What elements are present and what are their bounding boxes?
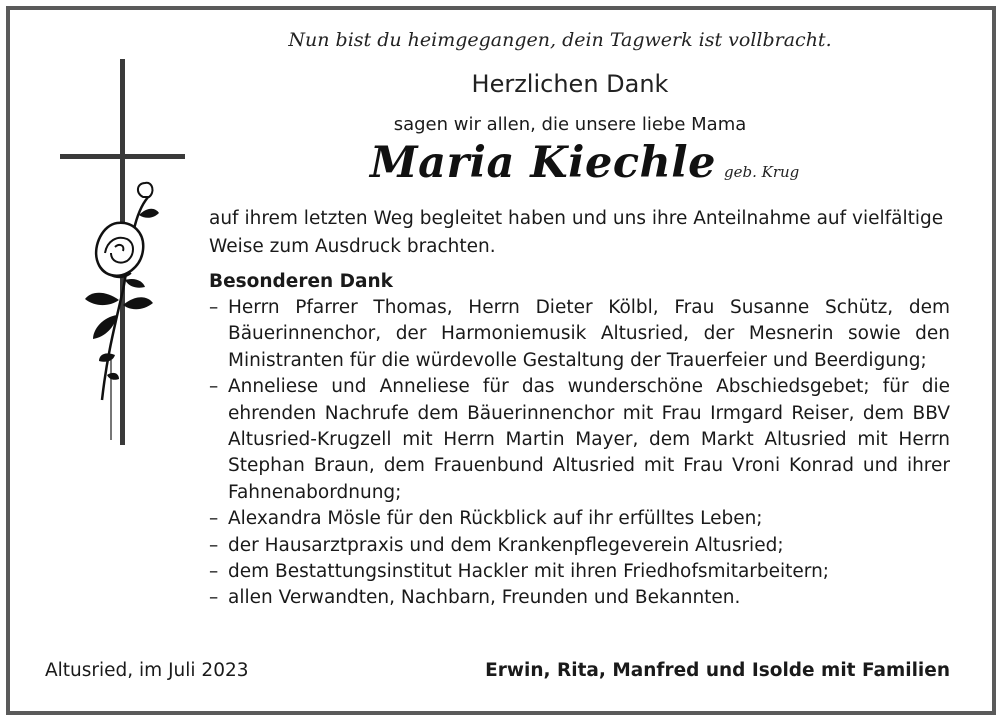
deceased-name-block [370,138,799,188]
dash-bullet: – [209,508,219,530]
thanks-subline: sagen wir allen, die unsere liebe Mama [393,114,747,135]
list-item-text: allen Verwandten, Nachbarn, Freunden und Bekannten. [228,587,741,609]
thanks-heading: Herzlichen Dank [471,70,669,98]
dash-bullet: – [209,561,219,583]
dash-bullet: – [209,297,219,318]
maiden-name: geb. Krug [724,163,800,181]
deceased-name: Maria Kiechle [370,138,716,188]
list-item [209,533,950,559]
list-item [209,295,950,374]
list-item [209,585,950,611]
family-signoff: Erwin, Rita, Manfred und Isolde mit Familien [485,660,950,681]
list-item-text: Herrn Pfarrer Thomas, Herrn Dieter Kölbl, Frau Susanne Schütz, dem Bäuerinnenchor, der Harmoniemusik Altusried, der Mesnerin sowie den Ministranten für die würdevolle Gestaltung der Trauerfeier und Beerdigung; [228,297,950,371]
list-item-text: der Hausarztpraxis und dem Krankenpflegeverein Altusried; [228,534,784,556]
special-thanks-title: Besonderen Dank [209,271,393,292]
special-thanks-list [209,295,950,612]
list-item [209,559,950,585]
place-date: Altusried, im Juli 2023 [45,660,249,681]
dash-bullet: – [209,534,219,556]
list-item-text: Alexandra Mösle für den Rückblick auf ihr erfülltes Leben; [228,508,763,530]
list-item [209,374,950,506]
list-item-text: Anneliese und Anneliese für das wunderschöne Abschiedsgebet; für die ehrenden Nachrufe dem Bäuerinnenchor mit Frau Irmgard Reiser, dem BBV Altusried-Krugzell mit Herrn Martin Mayer, dem Markt Altusried mit Herrn Stephan Braun, dem Frauenbund Altusried mit Frau Vroni Konrad und ihrer Fahnenabordnung; [228,376,950,503]
dash-bullet: – [209,376,219,398]
motto-line: Nun bist du heimgegangen, dein Tagwerk ist vollbracht. [288,29,832,51]
dash-bullet: – [209,587,219,609]
cross-with-rose-icon [55,55,195,450]
list-item-text: dem Bestattungsinstitut Hackler mit ihren Friedhofsmitarbeitern; [228,561,830,583]
intro-text: auf ihrem letzten Weg begleitet haben und uns ihre Anteilnahme auf vielfältige Weise zum Ausdruck brachten. [209,208,944,257]
list-item [209,506,950,532]
